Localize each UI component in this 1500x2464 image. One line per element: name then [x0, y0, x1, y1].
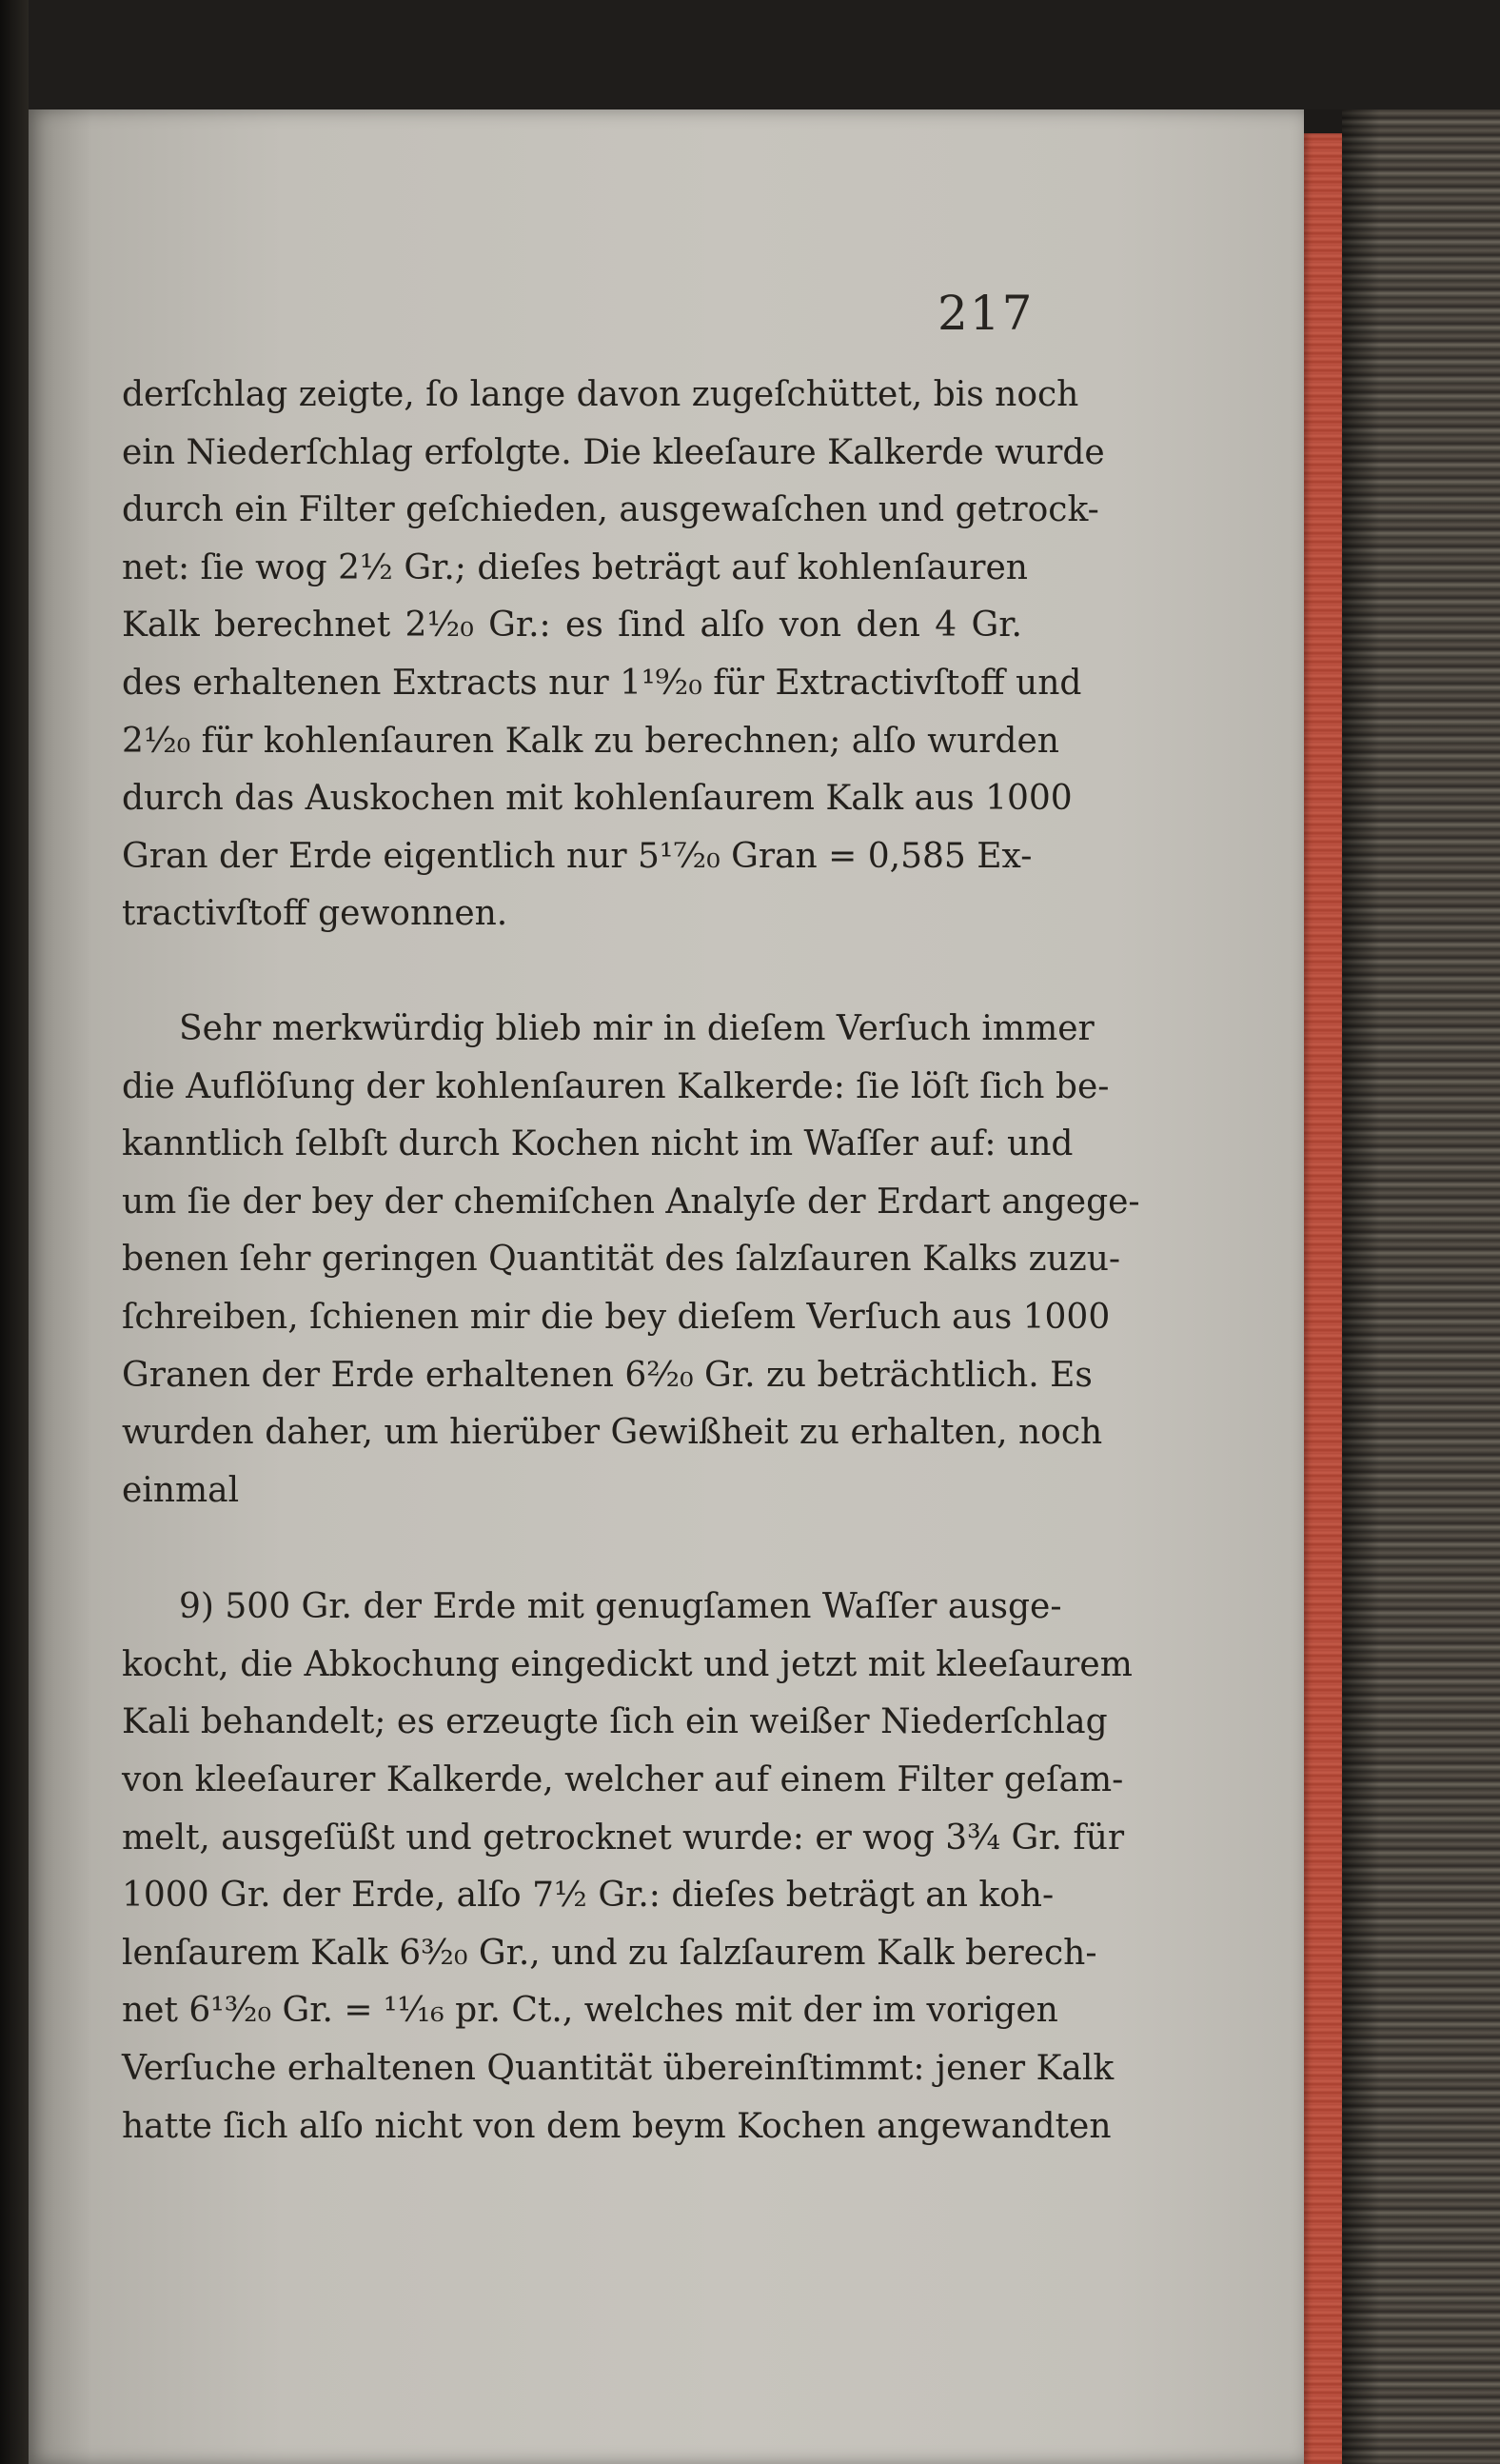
text-line: melt, ausgeſüßt und getrocknet wurde: er wog 3¾ Gr. für: [122, 1818, 1125, 1858]
text-line: derſchlag zeigte, ſo lange davon zugeſchüttet, bis noch: [122, 375, 1079, 414]
text-line: tractivſtoff gewonnen.: [122, 894, 508, 934]
text-line: hatte ſich alſo nicht von dem beym Kochen angewandten: [122, 2106, 1112, 2146]
text-line: von kleeſaurer Kalkerde, welcher auf einem Filter geſam-: [122, 1760, 1124, 1800]
text-line: lenſaurem Kalk 6³⁄₂₀ Gr., und zu ſalzſaurem Kalk berech-: [122, 1933, 1097, 1973]
paragraph-3: [122, 1579, 1133, 2156]
cover-shadow: [1342, 109, 1380, 2464]
text-line: um ſie der bey der chemiſchen Analyſe der Erdart angege-: [122, 1182, 1140, 1222]
text-line: kocht, die Abkochung eingedickt und jetzt mit kleeſaurem: [122, 1644, 1133, 1684]
page-number: 217: [938, 286, 1035, 341]
text-line: einmal: [122, 1470, 240, 1510]
text-line: Verſuche erhaltenen Quantität übereinſtimmt: jener Kalk: [122, 2049, 1115, 2089]
text-line: des erhaltenen Extracts nur 1¹⁹⁄₂₀ für Extractivſtoff und: [122, 663, 1082, 703]
paragraph-1: [122, 367, 1105, 944]
text-line: Gran der Erde eigentlich nur 5¹⁷⁄₂₀ Gran = 0,585 Ex-: [122, 836, 1033, 876]
text-line: net 6¹³⁄₂₀ Gr. = ¹¹⁄₁₆ pr. Ct., welches mit der im vorigen: [122, 1991, 1058, 2031]
background-top: [0, 0, 1500, 109]
text-line: benen ſehr geringen Quantität des ſalzſauren Kalks zuzu-: [122, 1240, 1121, 1280]
text-line: 2¹⁄₂₀ für kohlenſauren Kalk zu berechnen; alſo wurden: [122, 721, 1059, 761]
body-text: [122, 367, 1140, 2156]
text-line: Sehr merkwürdig blieb mir in dieſem Verſuch immer: [179, 1008, 1095, 1048]
paragraph-2: [122, 1001, 1140, 1520]
text-line: wurden daher, um hierüber Gewißheit zu erhalten, noch: [122, 1413, 1103, 1453]
page-edge-red: [1304, 133, 1342, 2464]
book-gutter: [0, 0, 29, 2464]
text-line: Granen der Erde erhaltenen 6²⁄₂₀ Gr. zu beträchtlich. Es: [122, 1355, 1093, 1395]
text-line: Kali behandelt; es erzeugte ſich ein weißer Niederſchlag: [122, 1702, 1108, 1742]
text-line: Kalk berechnet 2¹⁄₂₀ Gr.: es ſind alſo von den 4 Gr.: [122, 606, 1022, 646]
text-line: durch das Auskochen mit kohlenſaurem Kalk aus 1000: [122, 779, 1073, 819]
text-line: net: ſie wog 2½ Gr.; dieſes beträgt auf kohlenſauren: [122, 547, 1028, 587]
text-line: ein Niederſchlag erfolgte. Die kleeſaure Kalkerde wurde: [122, 432, 1105, 472]
text-line: ſchreiben, ſchienen mir die bey dieſem Verſuch aus 1000: [122, 1297, 1111, 1337]
text-line: 1000 Gr. der Erde, alſo 7½ Gr.: dieſes beträgt an koh-: [122, 1876, 1055, 1916]
text-line: durch ein Filter geſchieden, ausgewaſchen und getrock-: [122, 490, 1099, 530]
text-line: 9) 500 Gr. der Erde mit genugſamen Waſſer ausge-: [179, 1587, 1062, 1627]
text-line: die Auflöſung der kohlenſauren Kalkerde: ſie löſt ſich be-: [122, 1066, 1110, 1106]
text-line: kanntlich ſelbſt durch Kochen nicht im Waſſer auf: und: [122, 1124, 1074, 1164]
